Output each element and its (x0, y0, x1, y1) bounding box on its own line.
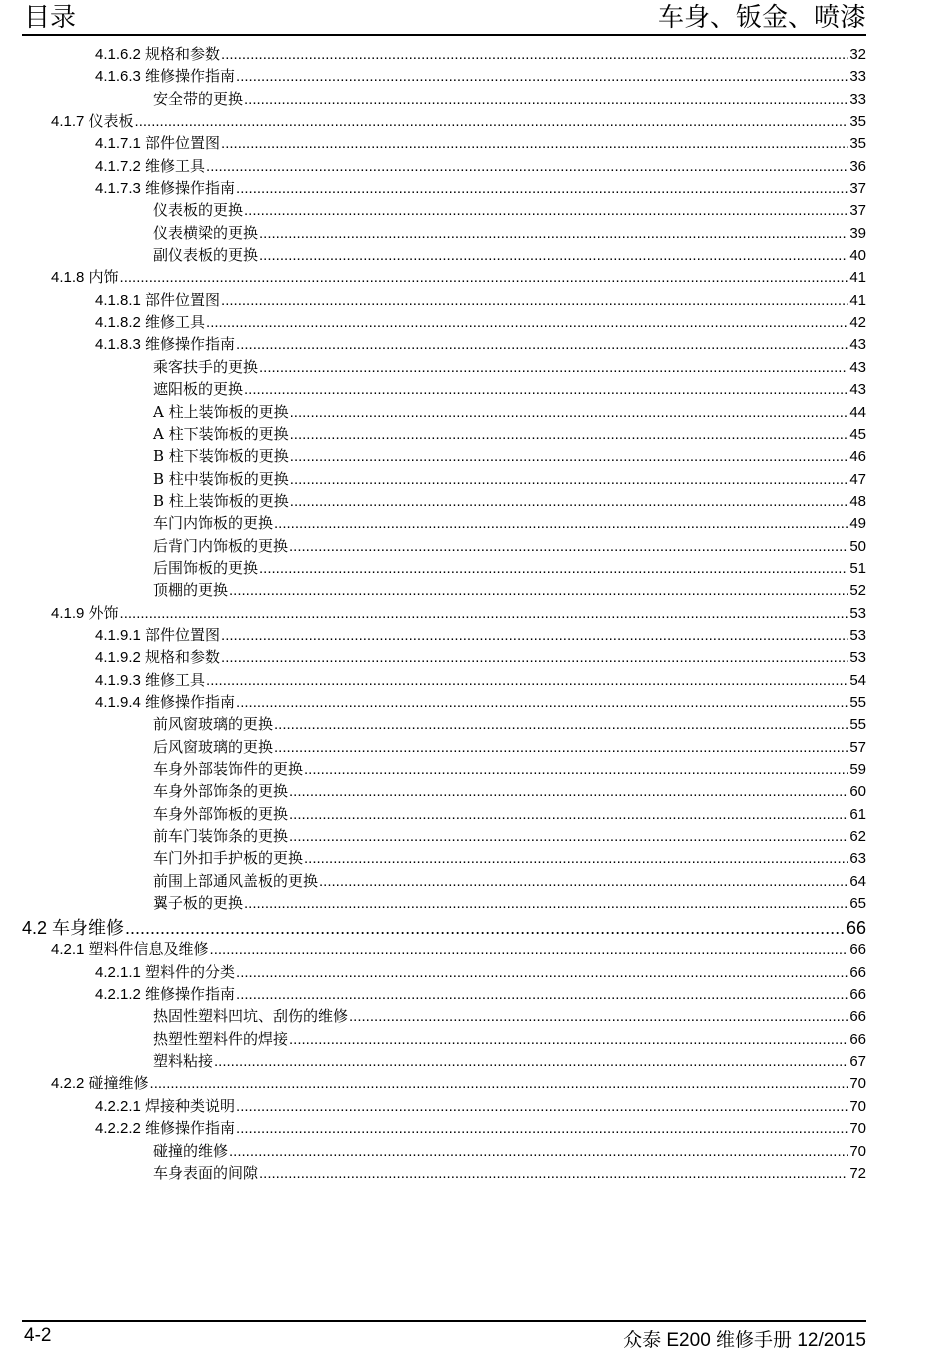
toc-leader-dots (289, 827, 848, 845)
toc-entry-title: 4.2.2 碰撞维修 (51, 1075, 149, 1093)
toc-entry-title: 车身表面的间隙 (153, 1163, 259, 1182)
toc-entry-page: 70 (849, 1120, 866, 1138)
toc-leader-dots (236, 986, 848, 1003)
toc-leader-dots (236, 694, 848, 711)
toc-entry-page: 43 (849, 358, 866, 376)
toc-entry-page: 35 (849, 113, 866, 131)
toc-entry[interactable] (22, 646, 866, 668)
toc-entry-page: 33 (849, 90, 866, 108)
toc-entry[interactable] (22, 983, 866, 1005)
toc-entry-page: 55 (849, 716, 866, 734)
toc-entry-title: 4.2.2.1 焊接种类说明 (95, 1097, 236, 1115)
toc-entry-page: 37 (849, 180, 866, 198)
toc-entry[interactable] (22, 311, 866, 333)
toc-entry[interactable] (22, 669, 866, 691)
toc-entry-page: 42 (849, 314, 866, 332)
toc-entry-page: 43 (849, 381, 866, 399)
toc-entry-title: 4.2.1.2 维修操作指南 (95, 986, 236, 1004)
toc-entry-title: 4.1.9.2 规格和参数 (95, 649, 221, 667)
toc-entry[interactable] (22, 401, 866, 423)
toc-entry-page: 54 (849, 671, 866, 689)
toc-entry-page: 48 (849, 492, 866, 510)
toc-entry[interactable] (22, 333, 866, 355)
toc-entry-title: 顶棚的更换 (153, 581, 229, 600)
toc-leader-dots (135, 113, 849, 130)
toc-entry[interactable] (22, 892, 866, 914)
toc-leader-dots (221, 135, 848, 152)
toc-entry-page: 64 (849, 872, 866, 890)
toc-entry-page: 70 (849, 1075, 866, 1093)
toc-leader-dots (221, 627, 848, 644)
toc-entry-page: 32 (849, 46, 866, 63)
toc-entry-title: 遮阳板的更换 (153, 380, 244, 399)
toc-entry-title: 车身外部饰板的更换 (153, 804, 289, 823)
toc-leader-dots (290, 492, 849, 510)
toc-entry-page: 52 (849, 582, 866, 600)
toc-entry-title: 安全带的更换 (153, 89, 244, 108)
toc-entry[interactable] (22, 1117, 866, 1139)
footer-manual-title: 众泰 E200 维修手册 12/2015 (623, 1330, 866, 1351)
toc-entry[interactable] (22, 43, 866, 65)
toc-entry[interactable] (22, 244, 866, 266)
toc-entry-page: 66 (849, 941, 866, 959)
toc-entry[interactable] (22, 1050, 866, 1072)
toc-entry-page: 57 (849, 738, 866, 756)
toc-entry-page: 36 (849, 157, 866, 175)
toc-entry-page: 66 (849, 1008, 866, 1026)
toc-entry-page: 66 (849, 1030, 866, 1048)
toc-entry[interactable] (22, 938, 866, 960)
toc-entry-page: 65 (849, 895, 866, 913)
toc-entry-title: A 柱下装饰板的更换 (153, 424, 289, 443)
toc-entry-title: 塑料粘接 (153, 1052, 214, 1071)
toc-entry-title: 4.1.7.3 维修操作指南 (95, 180, 236, 198)
toc-leader-dots (236, 1120, 848, 1137)
toc-entry-title: A 柱上装饰板的更换 (153, 402, 289, 421)
toc-entry-title: 4.1.8 内饰 (51, 269, 119, 287)
toc-leader-dots (206, 672, 848, 689)
toc-entry-title: 4.1.7 仪表板 (51, 113, 134, 131)
toc-entry[interactable] (22, 870, 866, 892)
toc-entry[interactable] (22, 803, 866, 825)
toc-entry[interactable] (22, 110, 866, 132)
toc-leader-dots (349, 1007, 848, 1025)
toc-entry-title: 热塑性塑料件的焊接 (153, 1029, 289, 1048)
toc-leader-dots (244, 201, 848, 219)
toc-leader-dots (259, 224, 848, 242)
toc-entry-title: 4.1.8.1 部件位置图 (95, 291, 221, 309)
toc-entry-page: 43 (849, 336, 866, 354)
toc-entry-page: 55 (849, 693, 866, 711)
toc-entry-title: 副仪表板的更换 (153, 246, 259, 265)
toc-leader-dots (206, 158, 848, 175)
toc-entry-page: 70 (849, 1097, 866, 1115)
toc-entry[interactable] (22, 1140, 866, 1162)
toc-entry-page: 53 (849, 649, 866, 667)
toc-entry-page: 59 (849, 761, 866, 778)
toc-leader-dots (236, 1098, 848, 1115)
toc-entry-title: 仪表横梁的更换 (153, 223, 259, 242)
toc-entry[interactable] (22, 825, 866, 847)
toc-leader-dots (120, 269, 849, 286)
toc-entry[interactable] (22, 423, 866, 445)
toc-entry-title: 4.2.1 塑料件信息及维修 (51, 941, 209, 959)
toc-entry[interactable] (22, 758, 866, 780)
toc-leader-dots (290, 425, 849, 443)
toc-entry[interactable] (22, 535, 866, 557)
toc-leader-dots (221, 292, 848, 309)
toc-entry[interactable] (22, 155, 866, 177)
toc-leader-dots (289, 782, 848, 800)
toc-entry-page: 41 (849, 291, 866, 309)
toc-entry[interactable] (22, 378, 866, 400)
toc-leader-dots (236, 336, 848, 353)
toc-entry-page: 67 (849, 1053, 866, 1071)
toc-entry-title: 前围上部通风盖板的更换 (153, 871, 319, 890)
toc-entry-page: 66 (845, 918, 866, 939)
toc-entry-title: 4.1.9.1 部件位置图 (95, 626, 221, 644)
toc-entry[interactable] (22, 602, 866, 624)
toc-entry[interactable] (22, 780, 866, 802)
toc-leader-dots (125, 918, 845, 939)
toc-entry-page: 53 (849, 626, 866, 644)
toc-leader-dots (244, 380, 848, 398)
table-of-contents (22, 43, 866, 1184)
toc-entry-page: 51 (849, 559, 866, 577)
toc-leader-dots (274, 514, 848, 532)
toc-entry-page: 61 (849, 805, 866, 823)
toc-entry-title: 4.2 车身维修 (22, 918, 125, 939)
toc-entry-page: 66 (849, 963, 866, 981)
toc-entry[interactable] (22, 65, 866, 87)
toc-leader-dots (319, 872, 848, 890)
toc-leader-dots (274, 738, 848, 756)
toc-leader-dots (229, 581, 848, 599)
toc-leader-dots (290, 447, 849, 465)
toc-entry-page: 63 (849, 850, 866, 868)
page-footer (22, 1320, 866, 1356)
toc-entry[interactable] (22, 222, 866, 244)
toc-leader-dots (236, 964, 848, 981)
toc-entry-page: 49 (849, 515, 866, 533)
toc-entry-title: 前车门装饰条的更换 (153, 827, 289, 846)
header-left-title: 目录 (24, 2, 77, 32)
toc-entry[interactable] (22, 289, 866, 311)
toc-entry-title: 4.2.2.2 维修操作指南 (95, 1120, 236, 1138)
toc-entry-title: 4.1.7.2 维修工具 (95, 157, 206, 175)
toc-entry-title: 热固性塑料凹坑、刮伤的维修 (153, 1007, 349, 1026)
toc-leader-dots (210, 941, 849, 958)
toc-leader-dots (221, 649, 848, 666)
toc-leader-dots (236, 180, 848, 197)
toc-entry-page: 66 (849, 986, 866, 1004)
toc-entry[interactable] (22, 961, 866, 983)
toc-entry-title: 4.1.9.4 维修操作指南 (95, 693, 236, 711)
toc-leader-dots (214, 1052, 848, 1070)
toc-entry-page: 53 (849, 604, 866, 622)
toc-leader-dots (206, 314, 848, 331)
toc-entry[interactable] (22, 713, 866, 735)
toc-leader-dots (289, 1030, 848, 1048)
toc-leader-dots (259, 246, 848, 264)
toc-leader-dots (236, 68, 848, 85)
toc-entry-page: 47 (849, 470, 866, 488)
toc-entry-page: 45 (849, 425, 866, 443)
toc-leader-dots (304, 760, 848, 778)
toc-entry-title: 后背门内饰板的更换 (153, 536, 289, 555)
toc-entry-title: 翼子板的更换 (153, 894, 244, 913)
toc-entry[interactable] (22, 266, 866, 288)
toc-entry-title: 4.1.7.1 部件位置图 (95, 135, 221, 153)
toc-entry-title: B 柱中装饰板的更换 (153, 469, 289, 488)
toc-entry-title: 乘客扶手的更换 (153, 357, 259, 376)
toc-entry-title: B 柱下装饰板的更换 (153, 447, 289, 466)
toc-entry-page: 33 (849, 68, 866, 86)
toc-entry-title: B 柱上装饰板的更换 (153, 491, 289, 510)
toc-entry[interactable] (22, 356, 866, 378)
toc-leader-dots (259, 559, 848, 577)
toc-entry[interactable] (22, 847, 866, 869)
toc-entry-page: 50 (849, 537, 866, 555)
header-right-title: 车身、钣金、喷漆 (657, 2, 866, 32)
toc-entry-page: 35 (849, 135, 866, 153)
toc-entry-page: 44 (849, 403, 866, 421)
toc-entry[interactable] (22, 691, 866, 713)
toc-leader-dots (244, 894, 848, 912)
toc-entry[interactable] (22, 88, 866, 110)
toc-entry-title: 车门外扣手护板的更换 (153, 849, 304, 868)
toc-entry-page: 40 (849, 247, 866, 265)
toc-entry[interactable] (22, 624, 866, 646)
toc-entry[interactable] (22, 914, 866, 938)
toc-entry-page: 70 (849, 1142, 866, 1160)
toc-leader-dots (289, 537, 848, 555)
toc-entry[interactable] (22, 199, 866, 221)
toc-entry-title: 4.1.8.2 维修工具 (95, 314, 206, 332)
toc-entry[interactable] (22, 490, 866, 512)
toc-entry[interactable] (22, 1072, 866, 1094)
toc-leader-dots (221, 46, 848, 63)
toc-entry-page: 72 (849, 1164, 866, 1182)
toc-entry[interactable] (22, 736, 866, 758)
toc-entry-title: 4.2.1.1 塑料件的分类 (95, 963, 236, 981)
toc-entry[interactable] (22, 579, 866, 601)
toc-entry-page: 37 (849, 202, 866, 220)
toc-entry-title: 车门内饰板的更换 (153, 514, 274, 533)
toc-leader-dots (259, 358, 848, 376)
toc-entry[interactable] (22, 512, 866, 534)
toc-entry[interactable] (22, 1028, 866, 1050)
toc-leader-dots (274, 715, 848, 733)
toc-entry-title: 后风窗玻璃的更换 (153, 737, 274, 756)
toc-entry-page: 60 (849, 783, 866, 801)
toc-entry-title: 4.1.9 外饰 (51, 604, 119, 622)
toc-leader-dots (289, 805, 848, 823)
toc-entry-title: 4.1.9.3 维修工具 (95, 671, 206, 689)
toc-entry[interactable] (22, 177, 866, 199)
toc-entry-title: 4.1.8.3 维修操作指南 (95, 336, 236, 354)
page-header (22, 0, 866, 36)
toc-entry[interactable] (22, 1005, 866, 1027)
toc-entry-title: 车身外部饰条的更换 (153, 782, 289, 801)
toc-entry-page: 41 (849, 269, 866, 287)
toc-entry[interactable] (22, 1162, 866, 1184)
toc-leader-dots (244, 90, 848, 108)
toc-entry-title: 4.1.6.2 规格和参数 (95, 46, 221, 63)
toc-leader-dots (150, 1075, 849, 1092)
toc-entry-title: 仪表板的更换 (153, 201, 244, 220)
toc-leader-dots (290, 403, 849, 421)
toc-entry[interactable] (22, 557, 866, 579)
toc-entry[interactable] (22, 445, 866, 467)
toc-entry-title: 碰撞的维修 (153, 1141, 229, 1160)
toc-leader-dots (120, 605, 849, 622)
toc-leader-dots (304, 849, 848, 867)
toc-entry-page: 62 (849, 828, 866, 846)
toc-leader-dots (290, 470, 849, 488)
toc-leader-dots (229, 1142, 848, 1160)
toc-entry-page: 46 (849, 448, 866, 466)
toc-entry-title: 后围饰板的更换 (153, 558, 259, 577)
footer-page-number: 4-2 (24, 1325, 52, 1346)
toc-entry-page: 39 (849, 224, 866, 242)
toc-entry[interactable] (22, 1095, 866, 1117)
toc-leader-dots (259, 1164, 848, 1182)
toc-entry[interactable] (22, 468, 866, 490)
toc-entry-title: 车身外部装饰件的更换 (153, 760, 304, 778)
toc-entry-title: 4.1.6.3 维修操作指南 (95, 68, 236, 86)
toc-entry-title: 前风窗玻璃的更换 (153, 715, 274, 734)
toc-entry[interactable] (22, 132, 866, 154)
